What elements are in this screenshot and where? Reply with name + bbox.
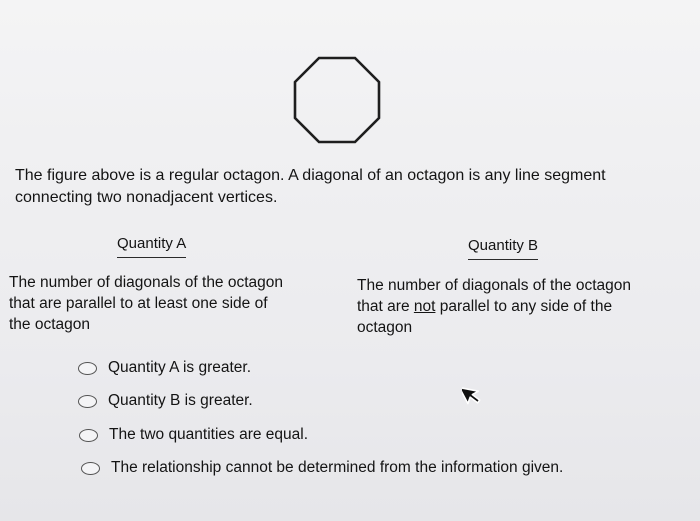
quantity-a-line: that are parallel to at least one side of: [9, 295, 268, 312]
quantity-b-line-part: parallel to any side of the: [435, 298, 613, 315]
octagon-shape: [295, 58, 379, 142]
quantity-b-line: The number of diagonals of the octagon: [357, 277, 632, 294]
radio-button[interactable]: [81, 462, 100, 475]
radio-button[interactable]: [78, 395, 97, 408]
radio-button[interactable]: [78, 362, 97, 375]
choice-quantities-equal[interactable]: [79, 424, 308, 446]
quantity-a-line: The number of diagonals of the octagon: [9, 274, 284, 291]
mouse-cursor-icon: [462, 380, 484, 410]
quantity-b-line: [357, 296, 677, 317]
question-prompt: The figure above is a regular octagon. A diagonal of an octagon is any line segment connecting two nonadjacent vertices.: [15, 167, 606, 206]
choice-quantity-a-greater[interactable]: [78, 357, 251, 379]
choice-label[interactable]: The relationship cannot be determined from the information given.: [111, 459, 564, 476]
octagon-figure: [290, 53, 384, 147]
quantity-b-line: octagon: [357, 319, 413, 336]
choice-label[interactable]: Quantity B is greater.: [108, 392, 253, 409]
choice-cannot-determine[interactable]: [81, 457, 563, 479]
quantity-a-text: [9, 272, 329, 335]
quantity-b-heading: Quantity B: [468, 236, 538, 260]
quantity-b-text: [357, 275, 677, 338]
underlined-not: not: [413, 298, 436, 315]
quantity-a-line: the octagon: [9, 316, 91, 333]
radio-button[interactable]: [79, 429, 98, 442]
choice-label[interactable]: Quantity A is greater.: [108, 359, 252, 376]
quantity-a-heading: Quantity A: [117, 234, 186, 258]
choice-label[interactable]: The two quantities are equal.: [109, 426, 309, 443]
quantity-b-line-part: that are: [357, 298, 414, 315]
choice-quantity-b-greater[interactable]: [78, 390, 253, 412]
